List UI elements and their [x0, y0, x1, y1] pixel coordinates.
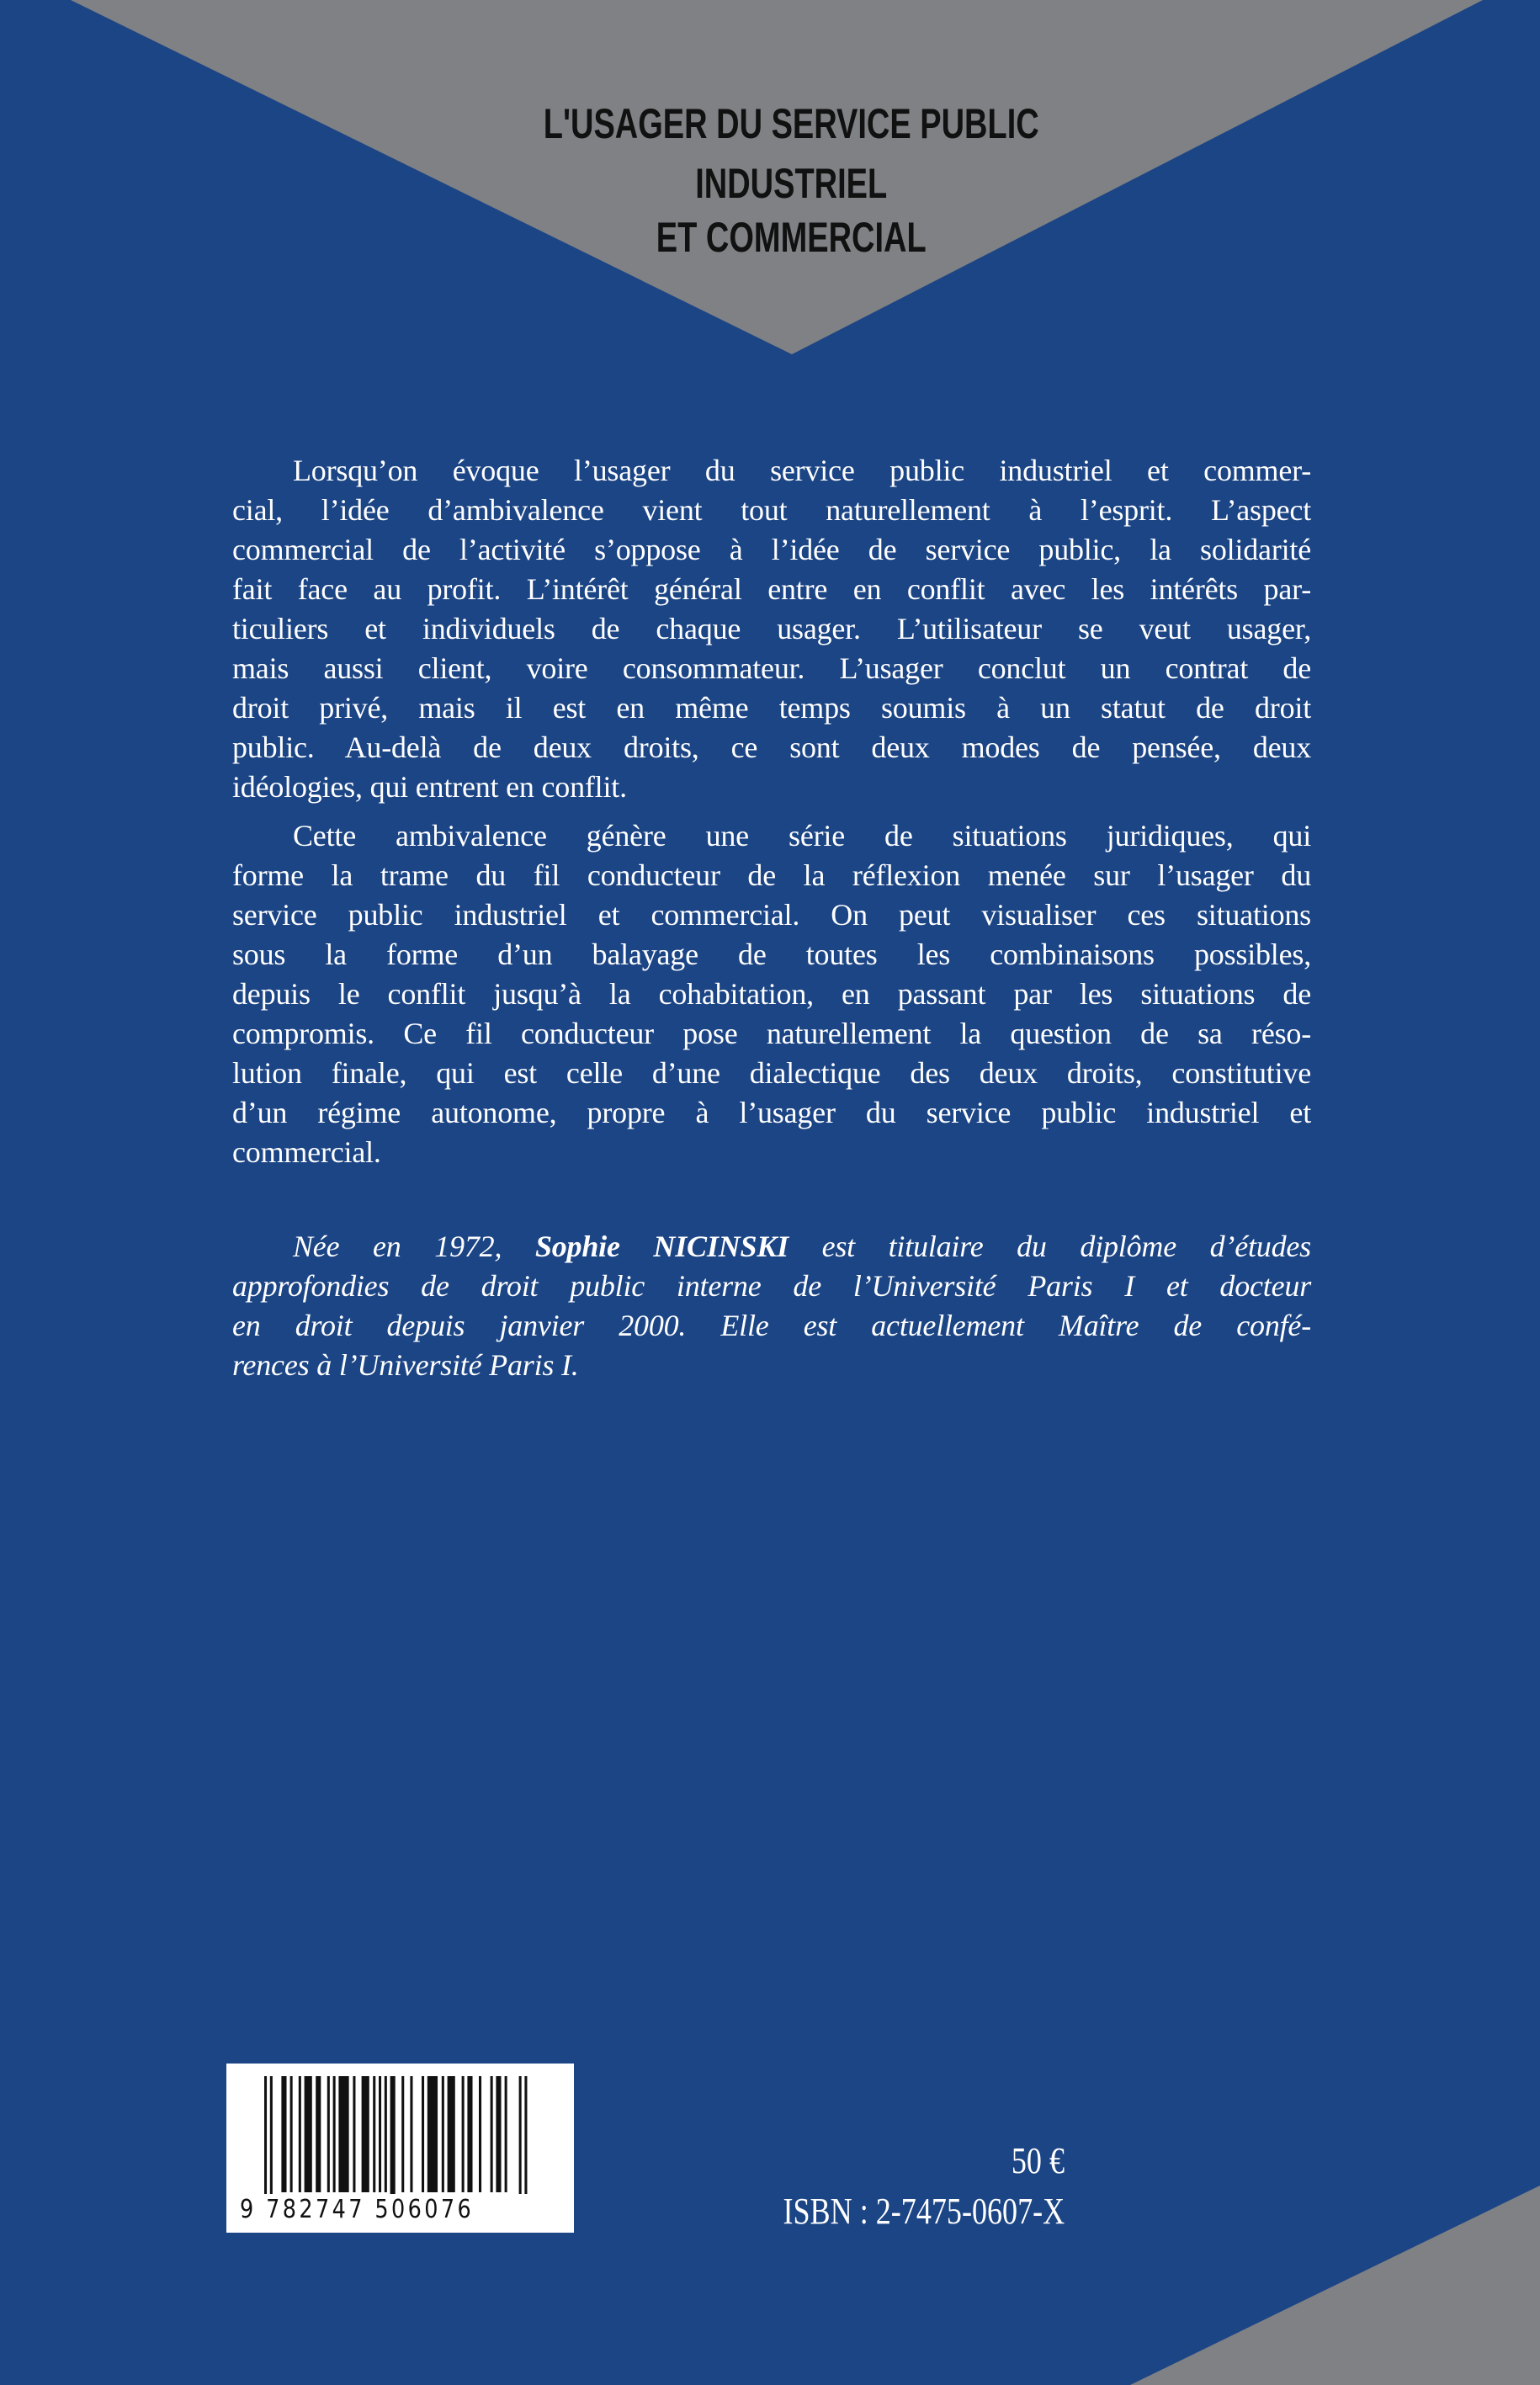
- barcode-bar: [390, 2076, 396, 2194]
- barcode-bar: [281, 2076, 286, 2192]
- summary-paragraph-1: [232, 451, 1311, 807]
- barcode-bar: [327, 2076, 330, 2192]
- barcode-bar: [385, 2076, 387, 2192]
- text-line: d’un régime autonome, propre à l’usager du service public industriel et: [232, 1096, 1311, 1129]
- barcode-bar: [427, 2076, 438, 2192]
- text-line: droit privé, mais il est en même temps soumis à un statut de droit: [232, 691, 1311, 725]
- text-line: depuis le conflit jusqu’à la cohabitation, en passant par les situations de: [232, 977, 1311, 1011]
- bio-line: [232, 1227, 1311, 1267]
- barcode-bar: [479, 2076, 481, 2192]
- isbn: ISBN : 2-7475-0607-X: [783, 2191, 1065, 2232]
- book-title-line-1: L'USAGER DU SERVICE PUBLIC: [543, 100, 1039, 147]
- barcode-bar: [290, 2076, 293, 2192]
- text-line: public. Au-delà de deux droits, ce sont deux modes de pensée, deux: [232, 730, 1311, 764]
- barcode-digits: 9 782747 506076: [240, 2195, 475, 2224]
- barcode-bar: [448, 2076, 455, 2192]
- barcode-bar: [299, 2076, 301, 2192]
- text-line: Cette ambivalence génère une série de situations juridiques, qui: [293, 819, 1311, 853]
- bottom-right-gray-triangle: [1130, 2186, 1540, 2385]
- barcode-bar: [410, 2076, 412, 2192]
- summary-paragraph-2: [232, 816, 1311, 1172]
- text-line: cial, l’idée d’ambivalence vient tout naturellement à l’esprit. L’aspect: [232, 493, 1311, 527]
- text-line: mais aussi client, voire consommateur. L’usager conclut un contrat de: [232, 651, 1311, 685]
- barcode-bar: [442, 2076, 444, 2192]
- barcode-bar: [270, 2076, 273, 2194]
- text-line: fait face au profit. L’intérêt général entre en conflit avec les intérêts par-: [232, 572, 1311, 606]
- barcode-bar: [524, 2076, 527, 2194]
- bio-line: approfondies de droit public interne de l’Université Paris I et docteur: [232, 1269, 1311, 1303]
- barcode-bar: [316, 2076, 321, 2192]
- barcode-bars: [264, 2076, 550, 2194]
- text-line: compromis. Ce fil conducteur pose naturellement la question de sa réso-: [232, 1017, 1311, 1050]
- barcode-bar: [519, 2076, 522, 2194]
- text-line: idéologies, qui entrent en conflit.: [232, 770, 627, 804]
- bio-line: rences à l’Université Paris I.: [232, 1348, 579, 1382]
- text-line: commercial.: [232, 1135, 381, 1169]
- text-line: commercial de l’activité s’oppose à l’idée de service public, la solidarité: [232, 533, 1311, 566]
- bio-line: en droit depuis janvier 2000. Elle est actuellement Maître de confé-: [232, 1309, 1311, 1342]
- barcode-bar: [373, 2076, 375, 2192]
- book-title-line-3: ET COMMERCIAL: [656, 214, 927, 261]
- text-line: lution finale, qui est celle d’une dialectique des deux droits, constitutive: [232, 1056, 1311, 1090]
- barcode-bar: [462, 2076, 465, 2192]
- text-line: sous la forme d’un balayage de toutes les combinaisons possibles,: [232, 938, 1311, 971]
- author-name: Sophie NICINSKI: [534, 1230, 789, 1263]
- text-line: ticuliers et individuels de chaque usager. L’utilisateur se veut usager,: [232, 612, 1311, 645]
- barcode-bar: [333, 2076, 336, 2192]
- barcode-bar: [491, 2076, 493, 2192]
- barcode-bar: [338, 2076, 348, 2192]
- barcode-bar: [496, 2076, 501, 2192]
- price: 50 €: [1011, 2140, 1065, 2181]
- text-line: forme la trame du fil conducteur de la réflexion menée sur l’usager du: [232, 858, 1311, 892]
- barcode-bar: [401, 2076, 404, 2192]
- bio-text: Née en 1972,: [293, 1230, 535, 1263]
- isbn-barcode: [226, 2064, 574, 2233]
- barcode-bar: [467, 2076, 472, 2192]
- barcode-bar: [505, 2076, 507, 2192]
- barcode-bar: [264, 2076, 267, 2194]
- book-title-line-2: INDUSTRIEL: [695, 160, 888, 207]
- text-line: Lorsqu’on évoque l’usager du service public industriel et commer-: [293, 454, 1311, 487]
- barcode-bar: [353, 2076, 355, 2192]
- barcode-bar: [305, 2076, 312, 2192]
- bio-text: est titulaire du diplôme d’études: [788, 1230, 1311, 1263]
- barcode-bar: [379, 2076, 381, 2192]
- author-bio: [232, 1227, 1311, 1385]
- text-line: service public industriel et commercial. On peut visualiser ces situations: [232, 898, 1311, 932]
- barcode-bar: [362, 2076, 369, 2192]
- barcode-bar: [422, 2076, 424, 2192]
